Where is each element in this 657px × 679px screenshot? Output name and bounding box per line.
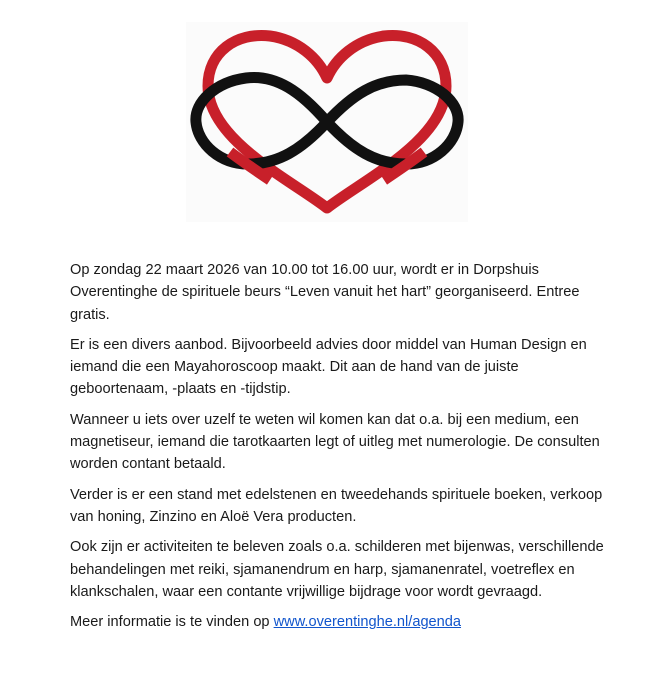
agenda-link[interactable]: www.overentinghe.nl/agenda — [273, 614, 462, 631]
more-info-text: Meer informatie is te vinden op — [70, 614, 274, 631]
heart-infinity-logo — [186, 22, 468, 222]
paragraph-intro: Op zondag 22 maart 2026 van 10.00 tot 16.00 uur, wordt er in Dorpshuis Overentinghe de spirituele beurs “Leven vanuit het hart” georganiseerd. Entree gratis. — [70, 262, 580, 323]
heart-infinity-icon — [186, 22, 468, 222]
paragraph-consultations: Wanneer u iets over uzelf te weten wil komen kan dat o.a. bij een medium, een magnetiseur, iemand die tarotkaarten legt of uitleg met numerologie. De consulten worden contant betaald. — [70, 411, 600, 473]
paragraph-more-info — [70, 611, 610, 633]
paragraph-stands: Verder is er een stand met edelstenen en tweedehands spirituele boeken, verkoop van honing, Zinzino en Aloë Vera producten. — [70, 486, 603, 525]
event-description — [70, 259, 610, 641]
paragraph-offer: Er is een divers aanbod. Bijvoorbeeld advies door middel van Human Design en iemand die een Mayahoroscoop maakt. Dit aan de hand van de juiste geboortenaam, -plaats en -tijdstip. — [70, 336, 587, 398]
paragraph-activities: Ook zijn er activiteiten te beleven zoals o.a. schilderen met bijenwas, verschillende behandelingen met reiki, sjamanendrum en harp, sjamanenratel, voetreflex en klankschalen, waar een contante vrijwillige bijdrage voor wordt gevraagd. — [70, 539, 604, 600]
